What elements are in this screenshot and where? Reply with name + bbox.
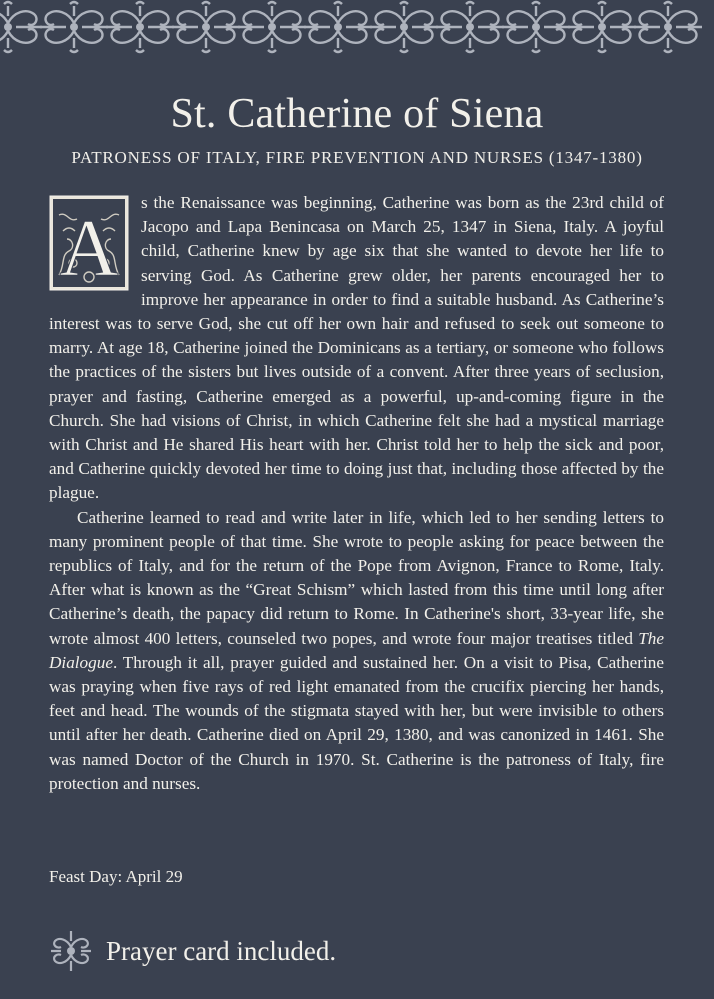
ornamental-border-top [0,0,714,54]
paragraph-2-text-b: . Through it all, prayer guided and sustained her. On a visit to Pisa, Catherine was praying when five rays of red light emanated from the crucifix piercing her hands, feet and head. The wounds of the stigmata stayed with her, but were invisible to others until after her death. Catherine died on April 29, 1380, and was canonized in 1461. She was named Doctor of the Church in 1970. St. Catherine is the patroness of Italy, fire protection and nurses. [49,652,664,793]
page-subtitle: PATRONESS OF ITALY, FIRE PREVENTION AND NURSES (1347-1380) [71,148,643,167]
feast-day: Feast Day: April 29 [49,867,183,886]
paragraph-1 [49,191,664,506]
page-title: St. Catherine of Siena [170,91,544,137]
fleuron-icon [49,929,93,973]
paragraph-2-text-a: Catherine learned to read and write later in life, which led to her sending letters to many prominent people of that time. She wrote to people asking for peace between the republics of Italy, and for the return of the Pope from Avignon, France to Rome, Italy. After what is known as the “Great Schism” which lasted from this time until long after Catherine’s death, the papacy did return to Rome. In Catherine's short, 33-year life, she wrote almost 400 letters, counseled two popes, and wrote four major treatises titled [49,507,664,648]
illuminated-dropcap [49,195,129,291]
prayer-card-note [49,929,336,973]
paragraph-2 [49,506,664,796]
biography-text [49,191,664,796]
paragraph-1-text: s the Renaissance was beginning, Catherine was born as the 23rd child of Jacopo and Lapa Benincasa on March 25, 1347 in Siena, Italy. A joyful child, Catherine knew by age six that she wanted to devote her life to serving God. As Catherine grew older, her parents encouraged her to improve her appearance in order to find a suitable husband. As Catherine’s interest was to serve God, she cut off her own hair and refused to seek out someone to marry. At age 18, Catherine joined the Dominicans as a tertiary, or someone who follows the practices of the sisters but lives outside of a convent. After three years of seclusion, prayer and fasting, Catherine emerged as a powerful, up-and-coming figure in the Church. She had visions of Christ, in which Catherine felt she had a mystical marriage with Christ and He shared His heart with her. Christ told her to help the sick and poor, and Catherine quickly devoted her time to doing just that, including those affected by the plague. [49,193,664,503]
prayer-card-text: Prayer card included. [106,936,337,966]
dropcap-letter: A [59,202,119,291]
book-title: The Dialogue [49,628,664,672]
